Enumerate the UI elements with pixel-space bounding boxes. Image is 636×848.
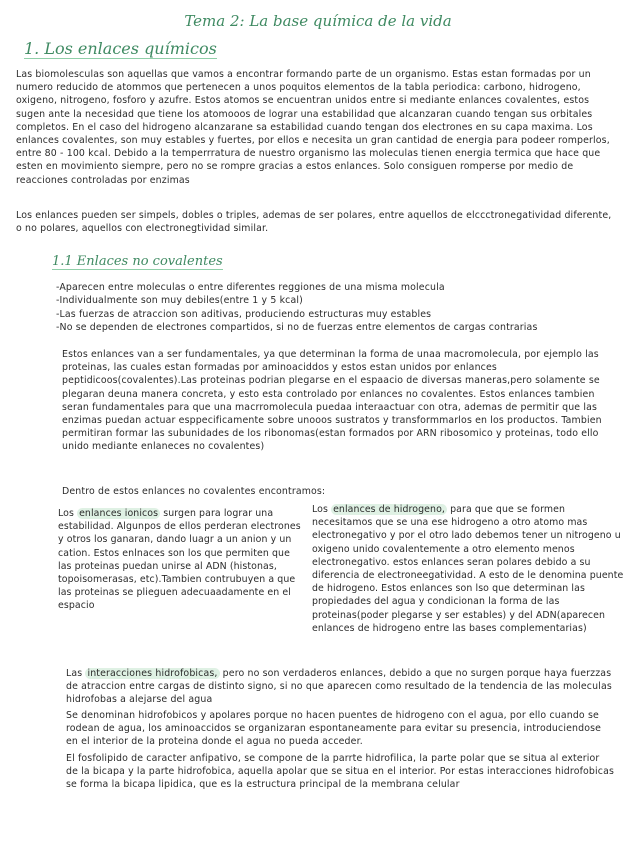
section-heading-1-1 [52,254,223,269]
page-title: Tema 2: La base química de la vida [184,12,452,30]
section-heading-1 [24,39,217,58]
list-item: -Aparecen entre moleculas o entre diferentes reggiones de una misma molecula [56,282,445,293]
hydrogen-term-highlight: enlances de hidrogeno, [333,504,446,515]
ionic-lead: Los [58,508,78,519]
hydrogen-bonds-column [312,503,624,635]
hydrogen-text: para que que se formen necesitamos que se una ese hidrogeno a otro atomo mas electronegativo y por el otro lado debemos tener un nitrogeno u oxigeno unido covalentemente a otro elemento menos electronegativo. estos enlances seran polares debido a su diferencia de electroneegatividad. A esto de le denomina puente de hidrogeno. Estos enlances son lso que determinan las propiedades del agua y condicionan la forma de las proteinas(poder plegarse y ser estables) y del ADN(aparecen enlances de hidrogeno entre las bases complementarias) [312,504,624,634]
list-item: -No se dependen de electrones compartidos, si no de fuerzas entre elementos de cargas contrarias [56,322,538,334]
list-item: -Individualmente son muy debiles(entre 1 y 5 kcal) [56,295,303,307]
within-line: Dentro de estos enlances no covalentes encontramos: [62,486,326,497]
intro-paragraph: Las biomolesculas son aquellas que vamos a encontrar formando parte de un organismo. Estas estan formadas por un numero reducido de atommos que pertenecen a unos poquitos elementos de la tabla periodica: carbono, hidrogeno, oxigeno, nitrogeno, fosforo y azufre. Estos atomos se encuentran unidos entre si mediante enlances covalentes, estos sugen ante la necesidad que tiene los atomooos de lograr una estabilidad que alcanzaran cuando tengan sus orbitales completos. En el caso del hidrogeno alcanzarane sa estabilidad cuando tengan dos electrones en su capa maxima. Los enlances covalentes, son muy estables y fuertes, por ellos e necesita un gran cantidad de energia para podeer romperlos, entre 80 - 100 kcal. Debido a la temperrratura de nuestro organismo las moleculas tienen energia termica que hace que esten en movimiento siempre, pero no se rompre gracias a estos enlances. Solo consiguen romperse por medio de reacciones controladas por enzimas [16,69,610,186]
importance-paragraph: Estos enlances van a ser fundamentales, ya que determinan la forma de unaa macromolecula, por ejemplo las proteinas, las cuales estan formadas por aminoaciddos y estos estan unidos por enlances peptidicoos(covalentes).Las proteinas podrian plegarse en el espaacio de diversas maneras,pero solamente se plegaran deuna manera concreta, y esto esta controlado por enlances no covalentes. Estos enlances tambien seran fundamentales para que una macrromolecula puedaa interaactuar con otra, ademas de permitir que las enzimas puedan actuar esppecificamente sobre unooos sustratos y transformmarlos en los productos. Tambien permitiran formar las subunidades de los ribonomas(estan formados por ARN ribosomico y proteinas, todo ello unido mediante enlaneces no covalentes) [62,349,602,453]
section-heading-1-text: 1. Los enlaces químicos [24,39,217,58]
hydrophobic-paragraph-2: Se denominan hidrofobicos y apolares porque no hacen puentes de hidrogeno con el agua, por ello cuando se rodean de agua, los aminoaccidos se organizaran espontaneamente para evitar su presencia, introduciendose en el interior de la proteina donde el agua no pueda acceder. [66,710,602,748]
hydrophobic-term-highlight: interacciones hidrofobicas, [87,668,218,679]
hydrophobic-paragraph [66,667,614,707]
list-item: -Las fuerzas de atraccion son aditivas, produciendo estructuras muy estables [56,308,432,320]
ionic-bonds-column [58,507,304,613]
bullet-list [56,281,626,335]
types-paragraph: Los enlances pueden ser simpels, dobles o triples, ademas de ser polares, entre aquellos de elccctronegatividad diferente, o no polares, aquellos con electronegtividad similar. [16,210,612,235]
ionic-term-highlight: enlances ionicos [79,508,159,519]
hydrogen-lead: Los [312,504,332,515]
section-heading-1-1-text: 1.1 Enlaces no covalentes [52,254,223,269]
phospholipid-paragraph: El fosfolipido de caracter anfipativo, se compone de la parrte hidrofilica, la parte polar que se situa al exterior de la bicapa y la parte hidrofobica, aquella apolar que se situa en el interior. Por estas interacciones hidrofobicas se forma la bicapa lipidica, que es la estructura principal de la membrana celular [66,753,615,791]
hydrophobic-text: pero no son verdaderos enlances, debido a que no surgen porque haya fuerzzas de atraccion entre cargas de distinto signo, si no que aparecen como resultado de la tendencia de las moleculas hidrofobas a alejarse del agua [66,668,612,706]
hydrophobic-lead: Las [66,668,86,679]
ionic-text: surgen para lograr una estabilidad. Algunpos de ellos perderan electrones y otros los ganaran, dando luagr a un anion y un cation. Estos enlnaces son los que permiten que las proteinas puedan unirse al ADN (histonas, topoisomerasas, etc).Tambien contrubuyen a que las proteinas se plieguen adecuaadamente en el espacio [58,508,301,612]
